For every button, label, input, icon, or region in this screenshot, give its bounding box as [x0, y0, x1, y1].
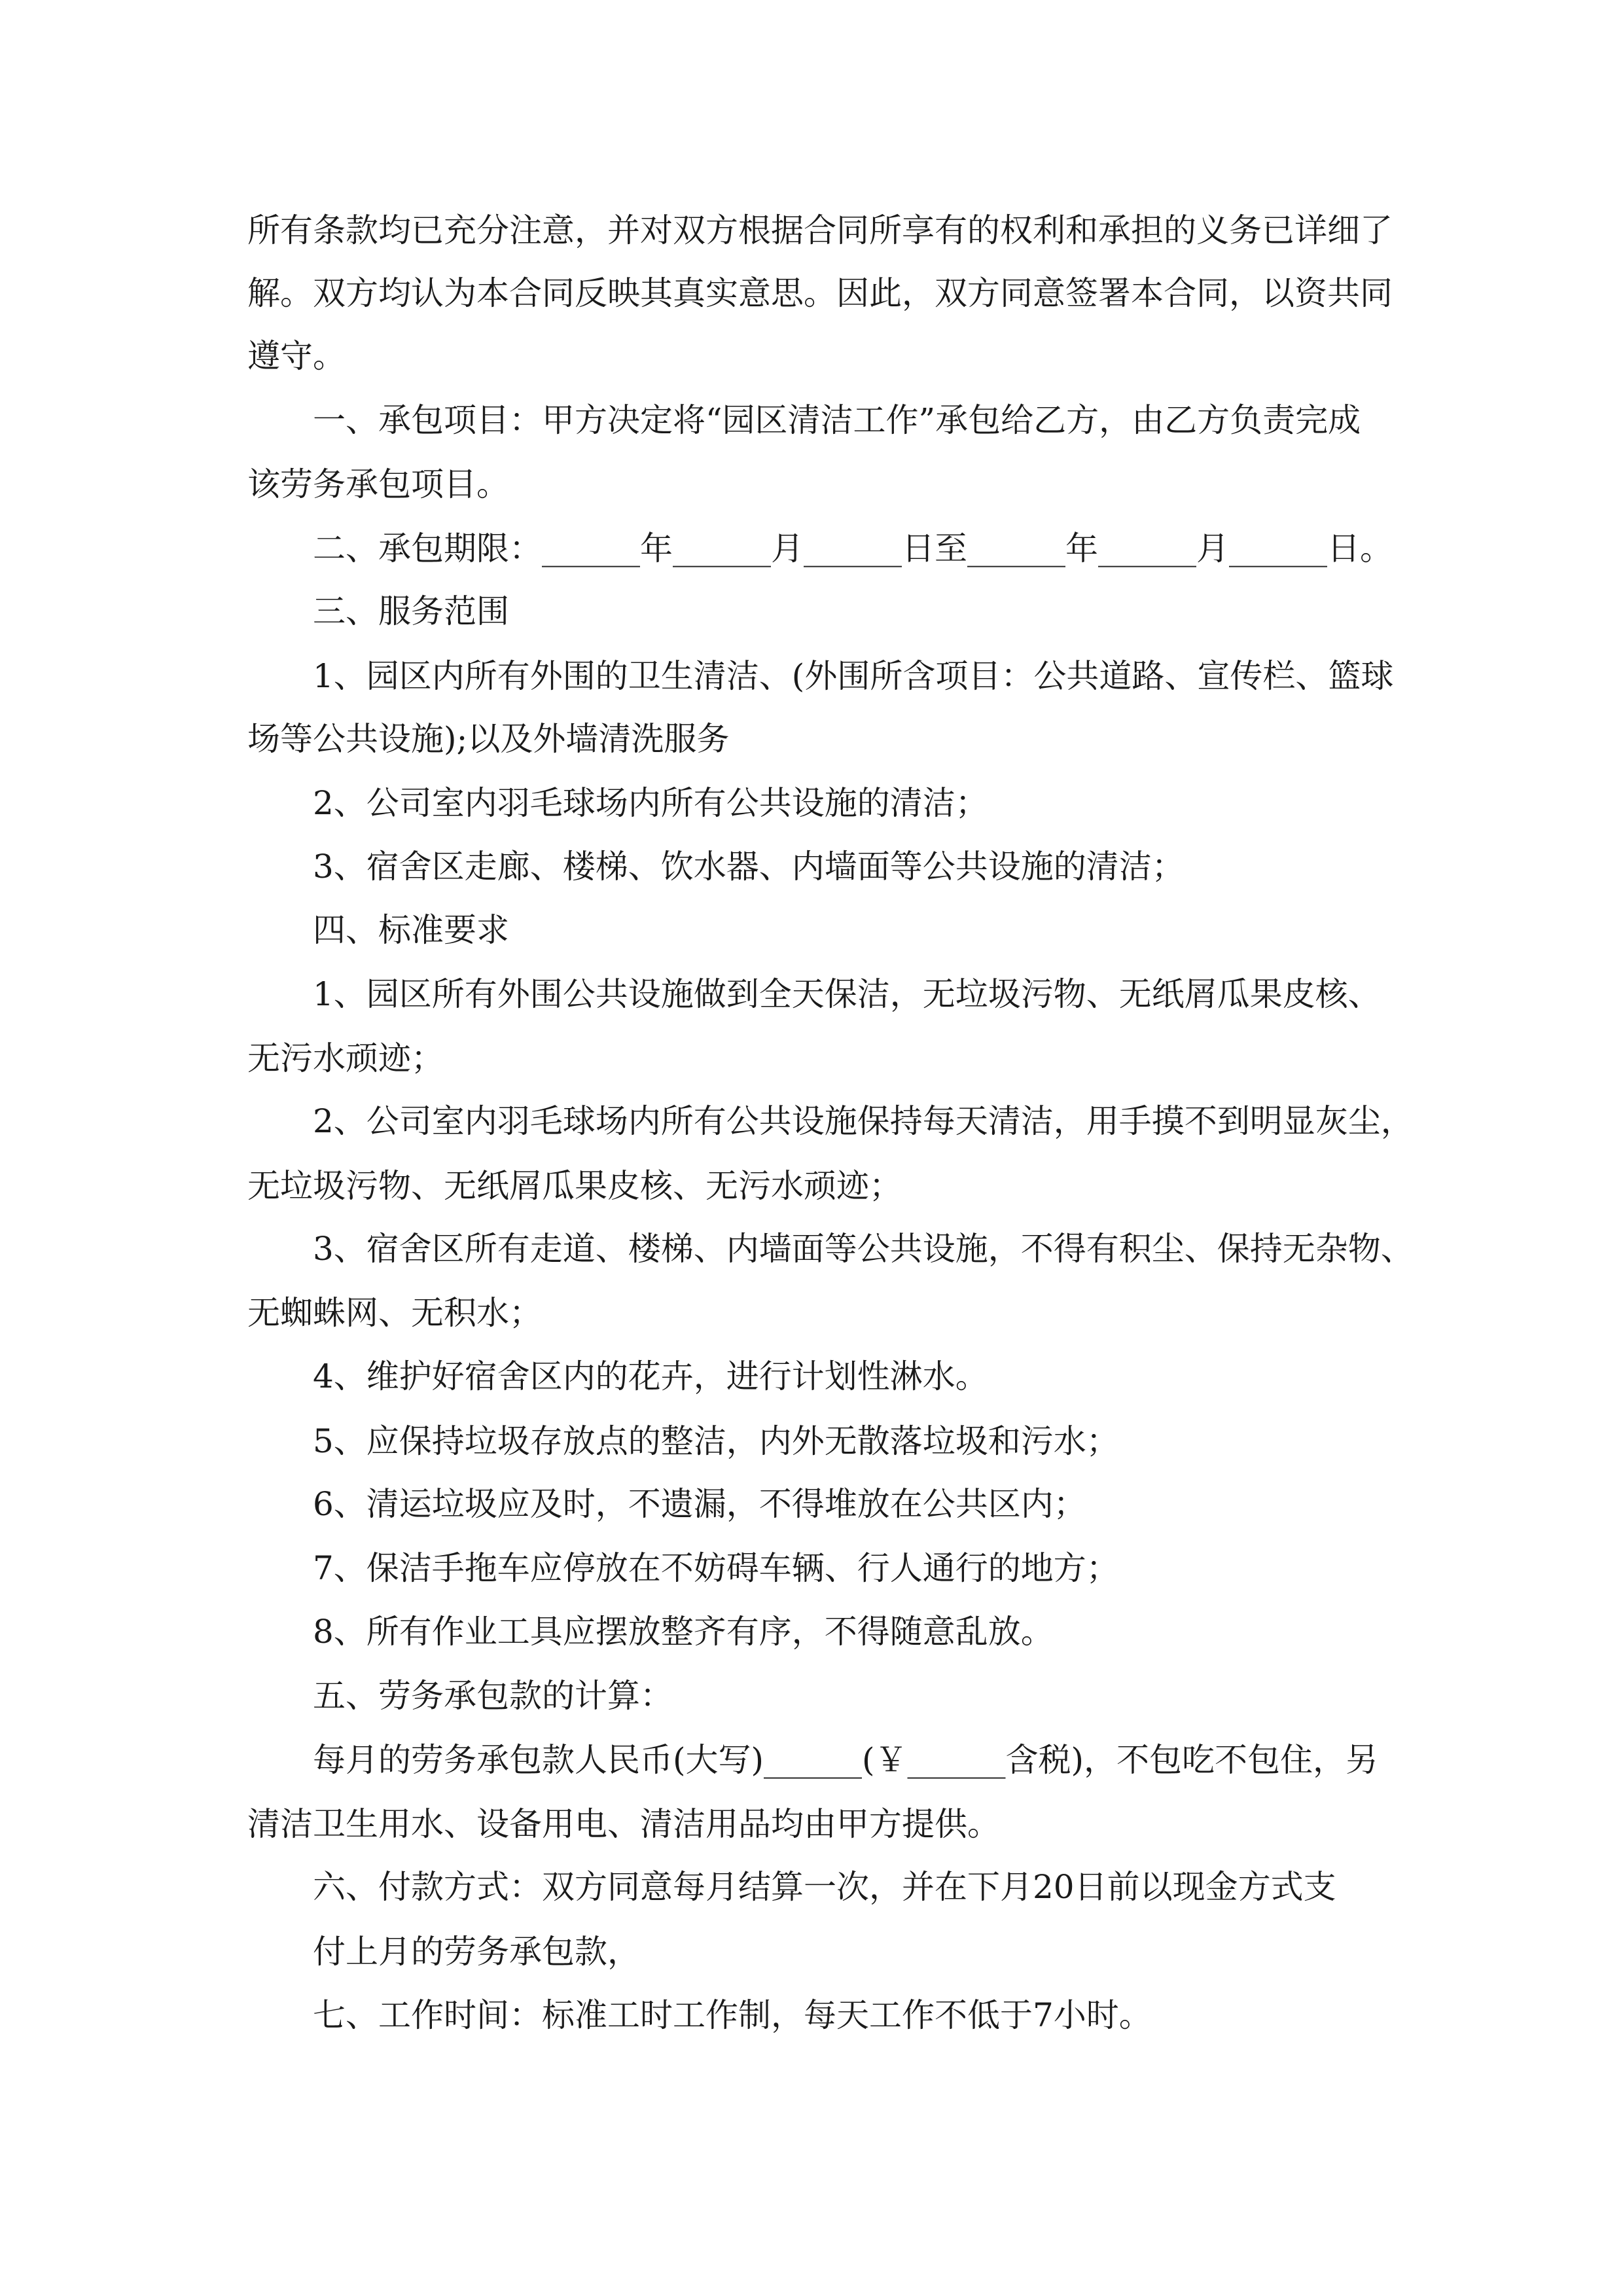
text-line: 七、工作时间：标准工时工作制，每天工作不低于7小时。	[313, 1996, 1152, 2034]
text-line: 无垃圾污物、无纸屑瓜果皮核、无污水顽迹；	[247, 1167, 902, 1205]
text-line: 该劳务承包项目。	[247, 465, 509, 503]
text-line: 所有条款均已充分注意，并对双方根据合同所享有的权利和承担的义务已详细了	[247, 211, 1393, 249]
text-line: 7、保洁手拖车应停放在不妨碍车辆、行人通行的地方；	[313, 1549, 1119, 1587]
text-line: 3、宿舍区走廊、楼梯、饮水器、内墙面等公共设施的清洁；	[313, 848, 1185, 886]
text-line: 1、园区内所有外围的卫生清洁、(外围所含项目：公共道路、宣传栏、篮球	[313, 657, 1394, 695]
section-heading: 四、标准要求	[313, 911, 509, 949]
section-heading: 五、劳务承包款的计算：	[313, 1677, 673, 1715]
text-line: 二、承包期限：______年______月______日至______年______月______日。	[313, 529, 1393, 567]
text-line: 每月的劳务承包款人民币(大写)______(￥______含税)，不包吃不包住，另	[313, 1741, 1379, 1779]
text-line: 解。双方均认为本合同反映其真实意思。因此，双方同意签署本合同，以资共同	[247, 274, 1393, 312]
text-line: 4、维护好宿舍区内的花卉，进行计划性淋水。	[313, 1357, 988, 1395]
text-line: 清洁卫生用水、设备用电、清洁用品均由甲方提供。	[247, 1805, 1000, 1843]
text-line: 无污水顽迹；	[247, 1039, 444, 1077]
text-line: 场等公共设施);以及外墙清洗服务	[247, 720, 730, 758]
section-heading: 三、服务范围	[313, 592, 509, 630]
text-line: 1、园区所有外围公共设施做到全天保洁，无垃圾污物、无纸屑瓜果皮核、	[313, 975, 1381, 1013]
text-line: 六、付款方式：双方同意每月结算一次，并在下月20日前以现金方式支	[313, 1868, 1336, 1906]
text-line: 2、公司室内羽毛球场内所有公共设施的清洁；	[313, 784, 988, 822]
text-line: 6、清运垃圾应及时，不遗漏，不得堆放在公共区内；	[313, 1485, 1086, 1523]
text-line: 无蜘蛛网、无积水；	[247, 1294, 542, 1332]
text-line: 付上月的劳务承包款，	[313, 1933, 640, 1971]
text-line: 2、公司室内羽毛球场内所有公共设施保持每天清洁，用手摸不到明显灰尘，	[313, 1102, 1414, 1140]
text-line: 遵守。	[247, 337, 346, 375]
text-line: 5、应保持垃圾存放点的整洁，内外无散落垃圾和污水；	[313, 1422, 1119, 1460]
text-line: 一、承包项目：甲方决定将“园区清洁工作”承包给乙方，由乙方负责完成	[313, 401, 1361, 439]
text-line: 8、所有作业工具应摆放整齐有序，不得随意乱放。	[313, 1613, 1054, 1651]
text-line: 3、宿舍区所有走道、楼梯、内墙面等公共设施，不得有积尘、保持无杂物、	[313, 1230, 1414, 1268]
